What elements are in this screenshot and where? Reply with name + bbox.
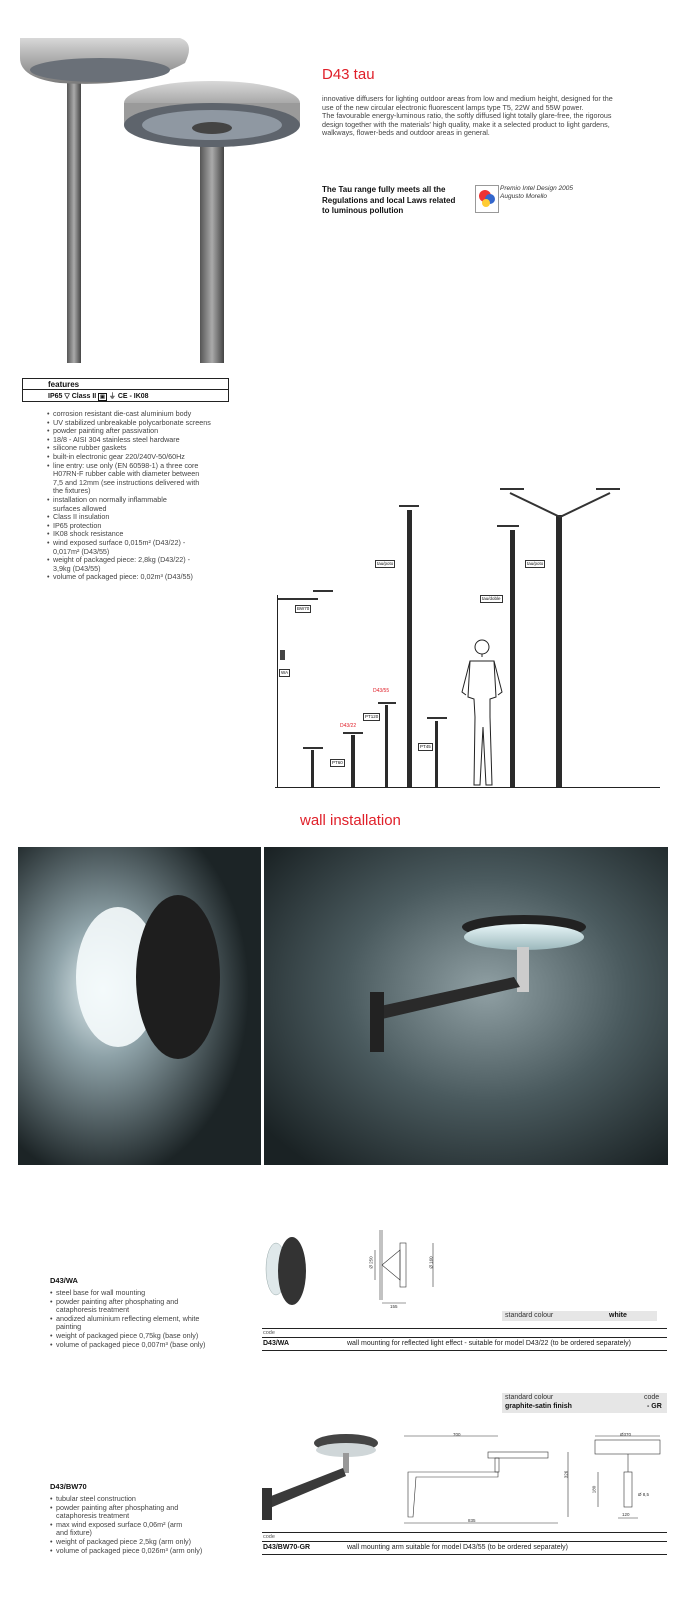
award-logo (475, 185, 499, 213)
wa-rule-bottom (262, 1350, 667, 1351)
features-box (22, 378, 229, 402)
features-heading: features (48, 380, 80, 389)
bw70-code-desc: wall mounting arm suitable for model D43/55 (to be ordered separately) (347, 1544, 569, 1551)
wall-photo-wa (18, 847, 261, 1165)
list-item: • tubular steel construction (50, 1495, 230, 1504)
tag-pt60: PT60 (332, 760, 343, 765)
award-text: Premio Intel Design 2005 Augusto Morello (500, 185, 573, 200)
list-item: • weight of packaged piece: 2,8kg (D43/22) - 3,9kg (D43/55) (47, 556, 203, 573)
bw70-dim-b: 120 (622, 1512, 630, 1517)
list-item: • volume of packaged piece: 0,02m³ (D43/55) (47, 573, 227, 582)
wa-code-label: code (263, 1330, 275, 1336)
bw70-side-drawing (398, 1432, 578, 1527)
list-item: • silicone rubber gaskets (47, 444, 227, 453)
wa-features (50, 1289, 230, 1349)
list-item: • line entry: use only (EN 60598-1) a three core H07RN-F rubber cable with diameter between 7,5 and 12mm (see instructions delivered with the fixtures) (47, 462, 203, 496)
bw70-standard-colour-value: graphite-satin finish (505, 1403, 572, 1410)
class-label: Class II (71, 393, 97, 400)
tag-tau-poto-b: tau/poto (527, 561, 544, 566)
bw70-dim-top: 700 (453, 1432, 461, 1437)
wa-technical-drawing (365, 1225, 445, 1310)
bw70-code-header: code (644, 1394, 660, 1401)
bw70-colour-box (502, 1393, 667, 1413)
bw70-dim-h: 326 (563, 1470, 569, 1479)
bw70-standard-colour-label: standard colour (505, 1394, 554, 1401)
list-item: • steel base for wall mounting (50, 1289, 230, 1298)
wa-dim-d2: Ø 160 (428, 1256, 434, 1269)
wa-standard-colour-label: standard colour (505, 1312, 554, 1319)
ce-icon: CE (117, 393, 128, 400)
list-item: • IK08 shock resistance (47, 530, 227, 539)
list-item: • powder painting after passivation (47, 427, 227, 436)
list-item: • volume of packaged piece 0,007m³ (base only) (50, 1341, 230, 1350)
wall-photo-bw70 (264, 847, 668, 1165)
list-item: • anodized aluminium reflecting element, white painting (50, 1315, 206, 1332)
features-list (47, 410, 227, 582)
human-figure-icon (460, 637, 505, 787)
bw70-dim-dia: Ø370 (620, 1432, 632, 1437)
list-item: • powder painting after phosphating and cataphoresis treatment (50, 1298, 186, 1315)
list-item: • max wind exposed surface 0,06m² (arm and fixture) (50, 1521, 186, 1538)
list-item: • UV stabilized unbreakable polycarbonate screens (47, 419, 227, 428)
bw70-product-image (258, 1428, 383, 1523)
bw70-features (50, 1495, 230, 1555)
diagram-ground (275, 787, 660, 788)
list-item: • volume of packaged piece 0,026m³ (arm only) (50, 1547, 230, 1556)
wa-colour-row (502, 1311, 657, 1321)
wa-code: D43/WA (263, 1340, 290, 1347)
label-d43-22: D43/22 (340, 723, 357, 729)
wall-installation-heading: wall installation (300, 812, 401, 829)
label-d43-55: D43/55 (373, 688, 390, 694)
bw70-rule-top (262, 1532, 667, 1533)
tag-wa: WA (281, 670, 289, 675)
wa-dim-w: 155 (390, 1304, 398, 1309)
bw70-code: D43/BW70-GR (263, 1544, 311, 1551)
list-item: • built-in electronic gear 220/240V-50/60Hz (47, 453, 227, 462)
ik-rating: - IK08 (129, 393, 149, 400)
list-item: • 18/8 - AISI 304 stainless steel hardware (47, 436, 227, 445)
product-description: innovative diffusers for lighting outdoor areas from low and medium height, designed for the use of the new circular electronic fluorescent lamps type T5, 22W and 55W power. The favourable energy-luminous ratio, the softly diffused light totally glare-free, the rigorous design together with the materials' high quality, make it a selected product to light gardens, walkways, flower-beds and outdoor areas in general. (322, 94, 613, 138)
wa-product-image (262, 1235, 310, 1313)
tag-tau-doble: tau/doble (482, 596, 501, 601)
list-item: • corrosion resistant die-cast aluminium body (47, 410, 227, 419)
tag-bw70: BW70 (297, 606, 310, 611)
wa-model: D43/WA (50, 1276, 78, 1285)
installation-diagram (275, 485, 665, 795)
tag-pt120: PT120 (365, 714, 379, 719)
bw70-rule-mid (262, 1541, 667, 1542)
bw70-dim-bottom: 835 (468, 1518, 476, 1523)
ip-rating: IP65 (48, 393, 63, 400)
bw70-code-suffix: - GR (647, 1403, 662, 1410)
bw70-dim-d2: Ø 8,5 (638, 1492, 650, 1497)
bw70-model: D43/BW70 (50, 1482, 87, 1491)
wa-dim-d1: Ø 250 (368, 1256, 374, 1269)
product-photo (20, 18, 305, 363)
flammable-icon: ▽ (64, 393, 70, 400)
list-item: • wind exposed surface 0,015m² (D43/22) - 0,017m² (D43/55) (47, 539, 203, 556)
wa-rule-top (262, 1328, 667, 1329)
list-item: • weight of packaged piece 0,75kg (base only) (50, 1332, 230, 1341)
wa-rule-mid (262, 1337, 667, 1338)
list-item: • Class II insulation (47, 513, 227, 522)
bw70-front-drawing (590, 1432, 665, 1522)
diagram-wall (277, 595, 278, 787)
list-item: • powder painting after phosphating and cataphoresis treatment (50, 1504, 186, 1521)
product-title: D43 tau (322, 66, 375, 83)
bw70-dim-h2: 180 (591, 1485, 597, 1494)
wa-standard-colour-value: white (609, 1312, 627, 1319)
tag-tau-poto: tau/poto (377, 561, 394, 566)
double-arm (500, 485, 620, 525)
list-item: • installation on normally inflammable surfaces allowed (47, 496, 173, 513)
bw70-rule-bottom (262, 1554, 667, 1555)
regulation-note: The Tau range fully meets all the Regulations and local Laws related to luminous pollution (322, 185, 456, 215)
ground-icon: ⏚ (108, 393, 116, 400)
list-item: • IP65 protection (47, 522, 227, 531)
wa-code-desc: wall mounting for reflected light effect - suitable for model D43/22 (to be ordered separately) (347, 1340, 631, 1347)
list-item: • weight of packaged piece 2,5kg (arm only) (50, 1538, 230, 1547)
class-ii-icon: ▣ (100, 394, 105, 400)
bw70-code-label: code (263, 1534, 275, 1540)
tag-pt45: PT45 (420, 744, 431, 749)
